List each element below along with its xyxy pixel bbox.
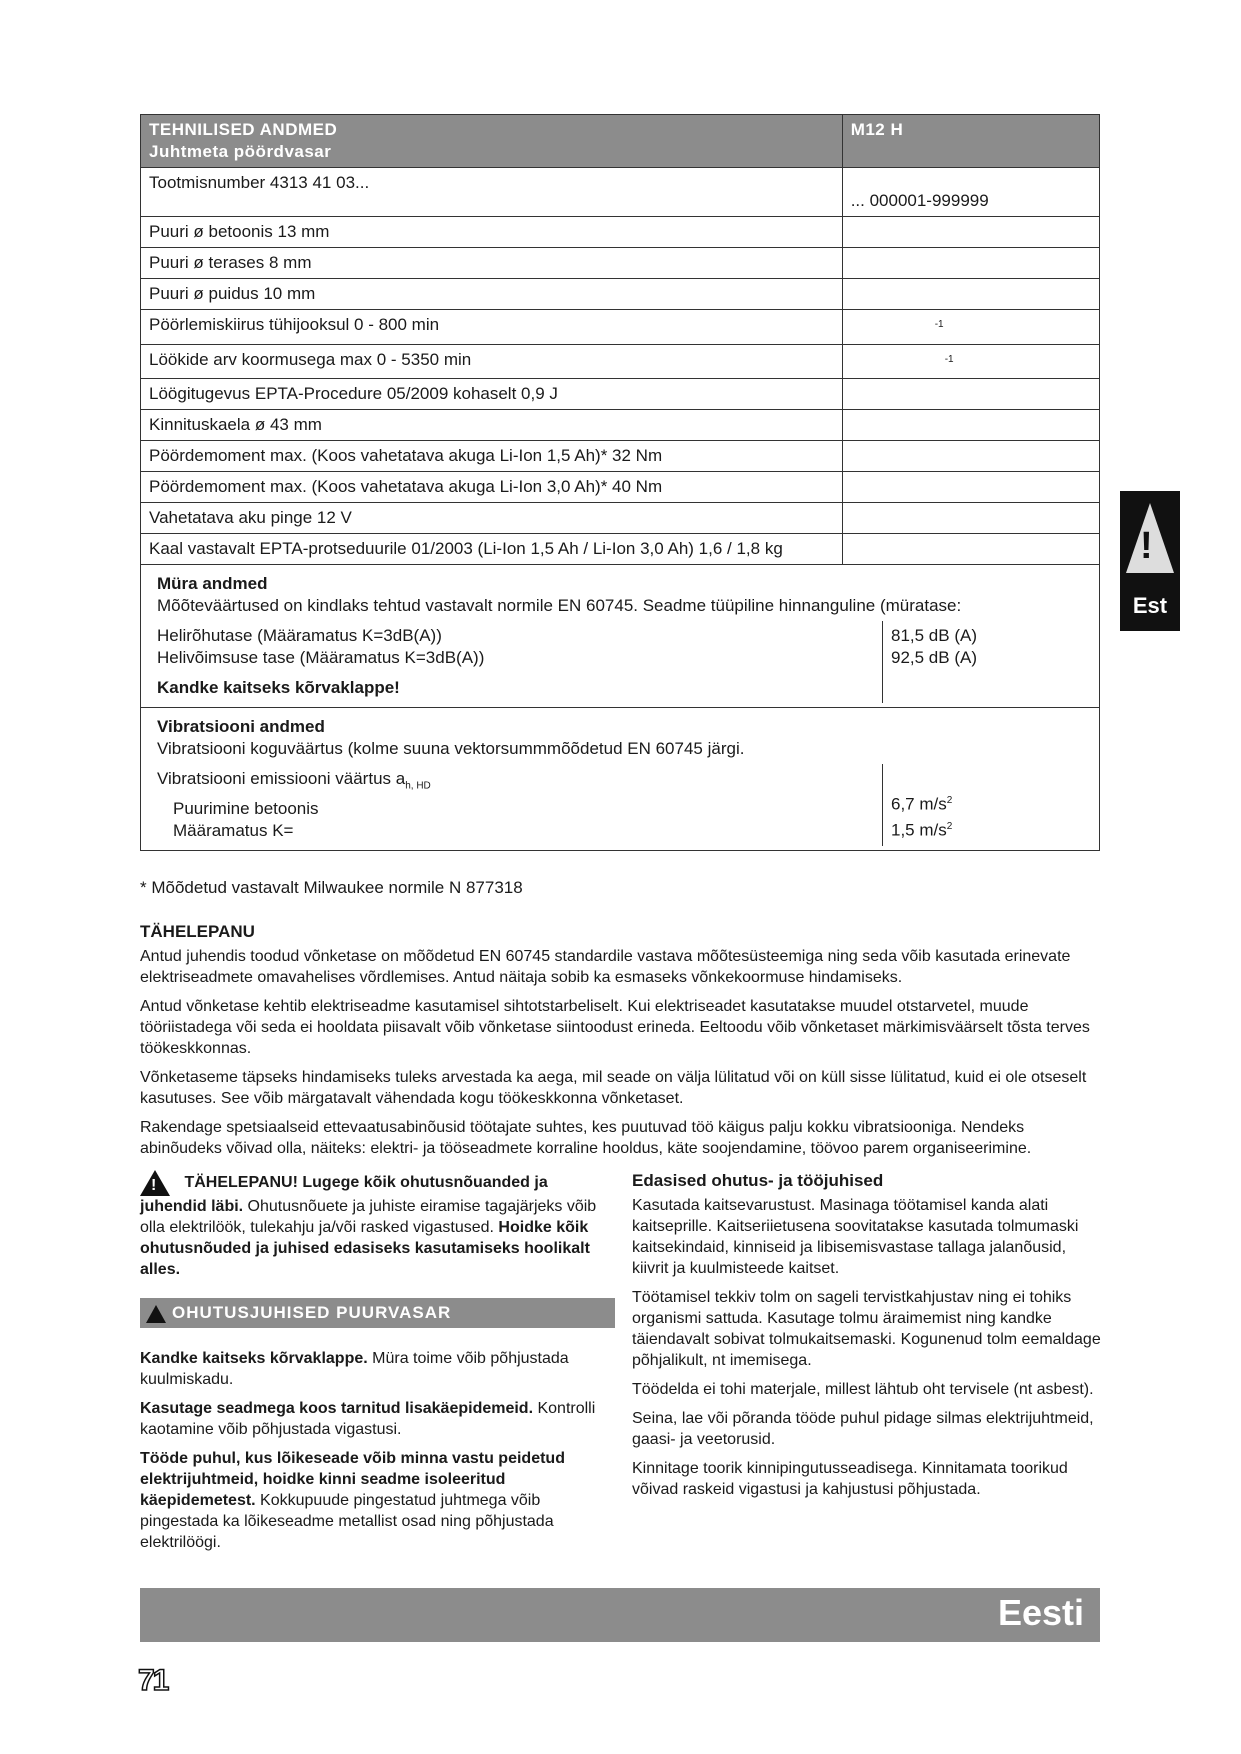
spec-row [141,217,1100,248]
spec-row [141,279,1100,310]
instruction-paragraph: Töötamisel tekkiv tolm on sageli tervistkahjustav ning ei tohiks organismi sattuda. Kasutage tolmu äraimemist ning kandke täiendavalt sobivat tolmukaitsemaski. Kogunenud tolm eemaldage põhjalikult, nt imemisega. [632,1289,1101,1369]
exclamation-icon: ! [1140,525,1153,567]
spec-row [141,472,1100,503]
noise-title: Müra andmed [157,574,268,594]
noise-pressure-value: 81,5 dB (A) [891,626,977,646]
unit-superscript: -1 [944,353,954,365]
unit-superscript: 2 [946,820,953,832]
noise-section [141,565,1100,708]
spec-row [141,410,1100,441]
vibration-drilling-value: 6,7 m/s [891,794,947,814]
instruction-paragraph: Seina, lae või põranda tööde puhul pidage silmas elektrijuhtmeid, gaasi- ja veetorusid. [632,1410,1094,1448]
spec-header-model: M12 H [842,115,1099,168]
vibration-desc: Vibratsiooni koguväärtus (kolme suuna vektorsummmõõdetud EN 60745 järgi. [157,739,745,759]
spec-header-left [141,115,843,168]
spec-row-value [842,472,1099,503]
hearing-warning: Kandke kaitseks kõrvaklappe! [157,678,400,698]
spec-row-value [842,310,1099,345]
spec-production-label: Tootmisnumber 4313 41 03... [141,168,843,217]
page-number: 71 [138,1664,168,1697]
vibration-drilling-label: Puurimine betoonis [173,798,319,818]
notice-section [140,922,1100,1167]
spec-row-label: Pöörlemiskiirus tühijooksul 0 - 800 min [141,310,843,345]
general-warning [140,1170,615,1280]
unit-superscript: 2 [946,795,953,807]
safety-header [140,1298,615,1328]
safety-header-label: OHUTUSJUHISED PUURVASAR [172,1303,452,1322]
left-column [140,1170,615,1561]
spec-row [141,534,1100,565]
safety-item [140,1348,615,1390]
vibration-title: Vibratsiooni andmed [157,717,325,737]
spec-row [141,379,1100,410]
noise-desc: Mõõteväärtused on kindlaks tehtud vastavalt normile EN 60745. Seadme tüüpiline hinnanguline (müratase: [157,596,962,616]
spec-row-label: Vahetatava aku pinge 12 V [141,503,843,534]
spec-row-label: Kinnituskaela ø 43 mm [141,410,843,441]
footer-language: Eesti [997,1592,1084,1633]
footer-bar [140,1588,1100,1642]
notice-paragraph: Antud juhendis toodud võnketase on mõõdetud EN 60745 standardile vastava mõõtesüsteemiga ning seda võib kasutada erinevate elektriseadmete omavahelises võrdlemises. Antud näitaja sobib ka esmaseks võnkekoormuse hindamiseks. [140,948,1071,986]
spec-row-value [842,344,1099,379]
spec-row [141,310,1100,345]
spec-row-value [842,441,1099,472]
spec-row-value [842,379,1099,410]
vibration-cell [141,708,1100,850]
spec-row-label: Puuri ø puidus 10 mm [141,279,843,310]
spec-row-value [842,248,1099,279]
spec-header-title: TEHNILISED ANDMED [149,120,338,139]
spec-row-value [842,534,1099,565]
vibration-emission-label: Vibratsiooni emissiooni väärtus a [157,769,406,789]
notice-paragraph: Rakendage spetsiaalseid ettevaatusabinõusid töötajate suhtes, kes puutuvad töö käigus palju kokku vibratsiooniga. Nendeks abinõudeks võivad olla, näiteks: elektri- ja tööseadmete korraline hooldus, käte soojendamine, töövoo parem organiseerimine. [140,1119,1032,1157]
vibration-emission-sub: h, HD [405,780,431,792]
vibration-section [141,708,1100,850]
spec-row-label: Pöördemoment max. (Koos vahetatava akuga Li-Ion 1,5 Ah)* 32 Nm [141,441,843,472]
spec-row-label: Löögitugevus EPTA-Procedure 05/2009 kohaselt 0,9 J [141,379,843,410]
spec-row-value [842,217,1099,248]
right-column [632,1170,1104,1508]
spec-row [141,503,1100,534]
instruction-paragraph: Kinnitage toorik kinnipingutusseadisega. Kinnitamata toorikud võivad raskeid vigastusi ja kahjustusi põhjustada. [632,1460,1068,1498]
notice-paragraph: Antud võnketase kehtib elektriseadme kasutamisel sihtotstarbeliselt. Kui elektriseadet kasutatakse muudel otstarvetel, muude tööriistadega või seda ei hooldata piisavalt võib võnketase siintoodust erineda. Eeltoodu võib võnketaset märkimisväärselt tõsta terves töökeskkonnas. [140,998,1090,1057]
vibration-uncert-label: Määramatus K= [173,820,294,840]
noise-pressure-label: Helirõhutase (Määramatus K=3dB(A)) [157,626,442,646]
spec-row-value [842,410,1099,441]
spec-row-label: Pöördemoment max. (Koos vahetatava akuga Li-Ion 3,0 Ah)* 40 Nm [141,472,843,503]
warning-bold-text: TÄHELEPANU! Lugege kõik ohutusnõuanded ja juhendid läbi. [140,1174,548,1215]
safety-item [140,1448,615,1553]
spec-row-production [141,168,1100,217]
spec-row-label: Puuri ø betoonis 13 mm [141,217,843,248]
noise-cell [141,565,1100,708]
notice-title: TÄHELEPANU [140,922,255,941]
safety-item-bold: Tööde puhul, kus lõikeseade võib minna vastu peidetud elektrijuhtmeid, hoidke kinni seadme isoleeritud käepidemetest. [140,1450,565,1509]
spec-row-value [842,503,1099,534]
spec-row-value [842,279,1099,310]
spec-table [140,114,1100,851]
spec-production-value: ... 000001-999999 [850,191,989,210]
unit-superscript: -1 [934,319,944,330]
spec-row [141,248,1100,279]
notice-paragraph: Võnketaseme täpseks hindamiseks tuleks arvestada ka aega, mil seade on välja lülitatud või on küll sisse lülitatud, kuid ei ole otseselt kasutuses. See võib märgatavalt vähendada kogu töökeskkonna võnketaset. [140,1069,1087,1107]
warning-icon [146,1305,166,1323]
language-side-tab [1120,491,1180,631]
further-instructions-title: Edasised ohutus- ja tööjuhised [632,1171,884,1190]
spec-footnote: * Mõõdetud vastavalt Milwaukee normile N 877318 [140,878,523,897]
spec-row [141,344,1100,379]
spec-production-value-cell [842,168,1099,217]
noise-power-value: 92,5 dB (A) [891,648,977,668]
warning-icon: ! [140,1170,170,1196]
safety-item [140,1398,615,1440]
safety-item-text: Kokkupuude pingestatud juhtmega võib pingestada ka lõikeseadme metallist osad ning põhjustada elektrilöögi. [140,1492,554,1551]
spec-row-label: Puuri ø terases 8 mm [141,248,843,279]
spec-header-subtitle: Juhtmeta pöördvasar [149,142,332,161]
instruction-paragraph: Töödelda ei tohi materjale, millest lähtub oht tervisele (nt asbest). [632,1381,1094,1398]
safety-item-bold: Kasutage seadmega koos tarnitud lisakäepidemeid. [140,1400,534,1417]
spec-row-label: Löökide arv koormusega max 0 - 5350 min [141,344,843,379]
safety-item-text: Müra toime võib põhjustada kuulmiskadu. [140,1350,569,1388]
warning-text: Ohutusnõuete ja juhiste eiramise tagajärjeks võib olla elektrilöök, tulekahju ja/või rasked vigastused. [140,1198,597,1236]
side-tab-label: Est [1132,593,1168,618]
spec-header-row [141,115,1100,168]
safety-item-bold: Kandke kaitseks kõrvaklappe. [140,1350,368,1367]
spec-row [141,441,1100,472]
spec-row-label: Kaal vastavalt EPTA-protseduurile 01/2003 (Li-Ion 1,5 Ah / Li-Ion 3,0 Ah) 1,6 / 1,8 kg [141,534,843,565]
vibration-uncert-value: 1,5 m/s [891,820,947,840]
noise-power-label: Helivõimsuse tase (Määramatus K=3dB(A)) [157,648,485,668]
warning-bold-text-2: Hoidke kõik ohutusnõuded ja juhised edasiseks kasutamiseks hoolikalt alles. [140,1219,590,1278]
instruction-paragraph: Kasutada kaitsevarustust. Masinaga töötamisel kanda alati kaitseprille. Kaitseriietusena soovitatakse kasutada tolmumaski kaitsekindaid, kinniseid ja libisemisvastase tallaga jalanõusid, kiivrit ja kuulmisteede kaitset. [632,1197,1079,1277]
safety-item-text: Kontrolli kaotamine võib põhjustada vigastusi. [140,1400,596,1438]
